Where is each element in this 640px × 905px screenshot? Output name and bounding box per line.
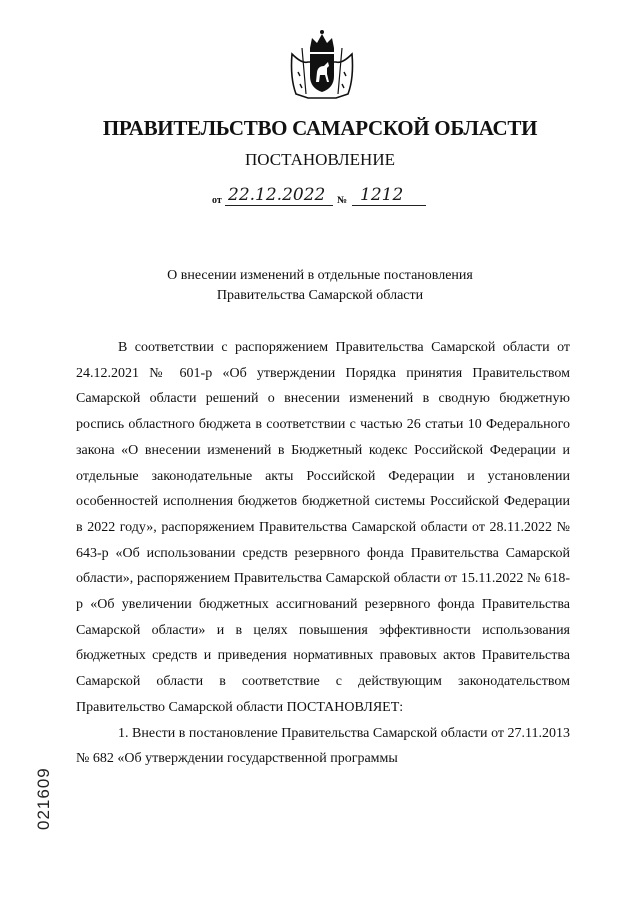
document-subject [0,266,640,306]
subject-line-1: О внесении изменений в отдельные постановления [167,268,473,283]
coat-of-arms-emblem [288,28,356,102]
document-type: ПОСТАНОВЛЕНИЕ [244,150,395,169]
body-paragraph-1: В соответствии с распоряжением Правительства Самарской области от 24.12.2021 № 601-р «Об утверждении Порядка принятия Правительством Самарской области решений о внесении изменений в сводную бюджетную роспись областного бюджета в соответствии с частью 26 статьи 10 Федерального закона «О внесении изменений в Бюджетный кодекс Российской Федерации и отдельные законодательные акты Российской Федерации и установлении особенностей исполнения бюджетов бюджетной системы Российской Федерации в 2022 году», распоряжением Правительства Самарской области от 28.11.2022 № 643-р «Об использовании средств резервного фонда Правительства Самарской области», распоряжением Правительства Самарской области от 15.11.2022 № 618-р «Об увеличении бюджетных ассигнований резервного фонда Правительства Самарской области» и в целях повышения эффективности использования бюджетных средств и приведения нормативных правовых актов Правительства Самарской области в соответствие с действующим законодательством Правительство Самарской области ПОСТАНОВЛЯЕТ: [76,340,570,715]
number-prefix: № [337,195,348,206]
date-value: 22.12.2022 [228,185,326,205]
government-title: ПРАВИТЕЛЬСТВО САМАРСКОЙ ОБЛАСТИ [102,116,538,140]
date-prefix: от [212,195,222,206]
document-body [76,335,570,772]
number-value: 1212 [360,185,404,205]
date-underline [225,205,333,206]
subject-line-2: Правительства Самарской области [216,288,424,303]
date-number-line [212,187,432,211]
margin-stamp-number: 021609 [34,767,53,830]
number-underline [352,205,426,206]
body-paragraph-2: 1. Внести в постановление Правительства Самарской области от 27.11.2013 № 682 «Об утверждении государственной программы [76,725,570,767]
